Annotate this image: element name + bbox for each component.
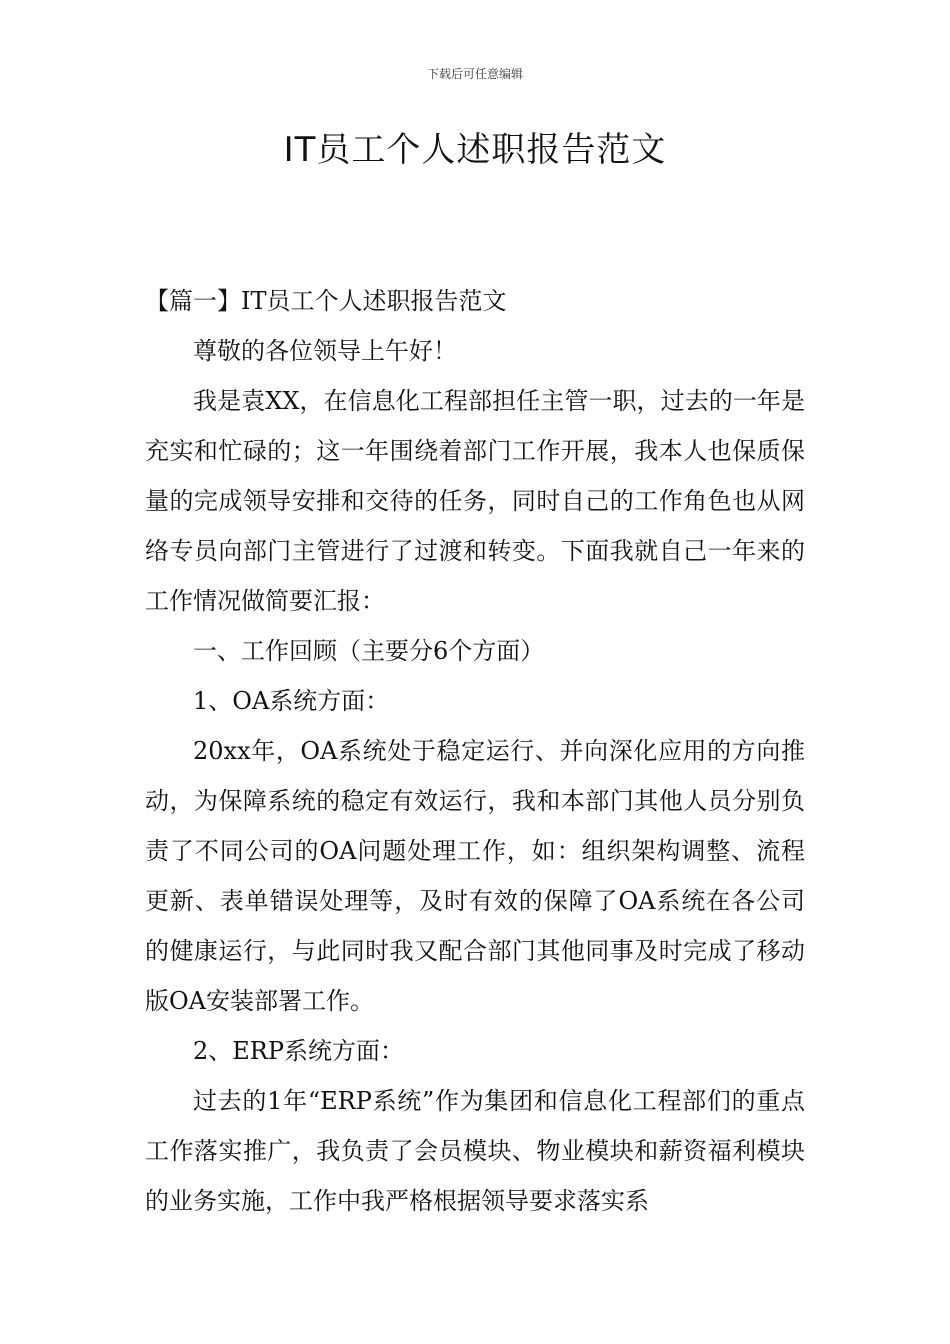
erp-system-paragraph: 过去的1年“ERP系统”作为集团和信息化工程部们的重点工作落实推广，我负责了会员模块、物业模块和薪资福利模块的业务实施，工作中我严格根据领导要求落实系 [145,1087,805,1215]
header-note: 下载后可任意编辑 [426,67,523,81]
document-body [145,276,805,1226]
document-title: IT员工个人述职报告范文 [283,130,667,170]
intro-paragraph: 我是袁XX，在信息化工程部担任主管一职，过去的一年是充实和忙碌的；这一年围绕着部门工作开展，我本人也保质保量的完成领导安排和交待的任务，同时自己的工作角色也从网络专员向部门主管进行了过渡和转变。下面我就自己一年来的工作情况做简要汇报： [145,387,805,615]
section-heading: 【篇一】IT员工个人述职报告范文 [145,287,507,315]
oa-system-paragraph: 20xx年，OA系统处于稳定运行、并向深化应用的方向推动，为保障系统的稳定有效运行，我和本部门其他人员分别负责了不同公司的OA问题处理工作，如：组织架构调整、流程更新、表单错误处理等，及时有效的保障了OA系统在各公司的健康运行，与此同时我又配合部门其他同事及时完成了移动版OA安装部署工作。 [145,737,805,1015]
greeting-paragraph: 尊敬的各位领导上午好！ [193,337,457,365]
oa-system-heading: 1、OA系统方面： [193,687,390,715]
erp-system-heading: 2、ERP系统方面： [193,1037,405,1065]
work-review-heading: 一、工作回顾（主要分6个方面） [193,637,545,665]
